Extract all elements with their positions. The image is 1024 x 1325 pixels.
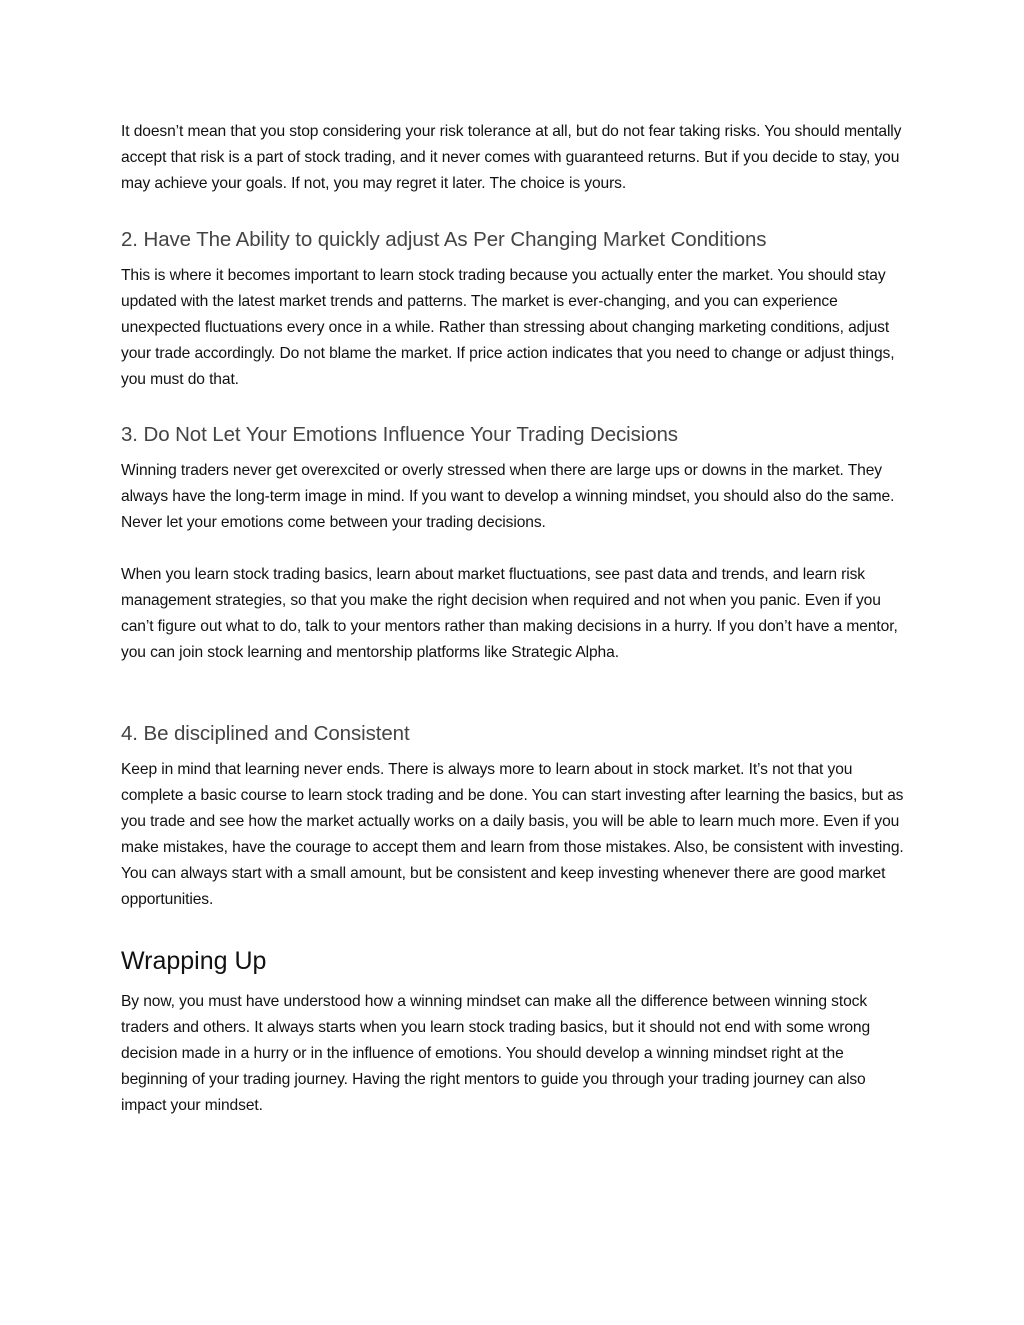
wrapping-up-paragraph: By now, you must have understood how a winning mindset can make all the difference between winning stock traders and others. It always starts when you learn stock trading basics, but it should not end with some wrong decision made in a hurry or in the influence of emotions. You should develop a winning mindset right at the beginning of your trading journey. Having the right mentors to guide you through your trading journey can also impact your mindset. <box>121 993 871 1114</box>
section-3-heading: 3. Do Not Let Your Emotions Influence Your Trading Decisions <box>121 423 678 446</box>
wrapping-up-heading: Wrapping Up <box>121 947 267 975</box>
section-3-paragraph-1: Winning traders never get overexcited or overly stressed when there are large ups or downs in the market. They always have the long-term image in mind. If you want to develop a winning mindset, you should also do the same. Never let your emotions come between your trading decisions. <box>121 462 895 531</box>
section-2-paragraph: This is where it becomes important to learn stock trading because you actually enter the market. You should stay updated with the latest market trends and patterns. The market is ever-changing, and you can experience unexpected fluctuations every once in a while. Rather than stressing about changing marketing conditions, adjust your trade accordingly. Do not blame the market. If price action indicates that you need to change or adjust things, you must do that. <box>121 267 895 388</box>
section-4-paragraph: Keep in mind that learning never ends. There is always more to learn about in stock market. It’s not that you complete a basic course to learn stock trading and be done. You can start investing after learning the basics, but as you trade and see how the market actually works on a daily basis, you will be able to learn much more. Even if you make mistakes, have the courage to accept them and learn from those mistakes. Also, be consistent with investing. You can always start with a small amount, but be consistent and keep investing whenever there are good market opportunities. <box>121 761 904 908</box>
section-2-heading: 2. Have The Ability to quickly adjust As Per Changing Market Conditions <box>121 228 767 251</box>
section-4-heading: 4. Be disciplined and Consistent <box>121 722 410 745</box>
section-3-paragraph-2: When you learn stock trading basics, learn about market fluctuations, see past data and trends, and learn risk management strategies, so that you make the right decision when required and not when you panic. Even if you can’t figure out what to do, talk to your mentors rather than making decisions in a hurry. If you don’t have a mentor, you can join stock learning and mentorship platforms like Strategic Alpha. <box>121 566 898 661</box>
intro-paragraph: It doesn’t mean that you stop considering your risk tolerance at all, but do not fear taking risks. You should mentally accept that risk is a part of stock trading, and it never comes with guaranteed returns. But if you decide to stay, you may achieve your goals. If not, you may regret it later. The choice is yours. <box>121 123 902 192</box>
